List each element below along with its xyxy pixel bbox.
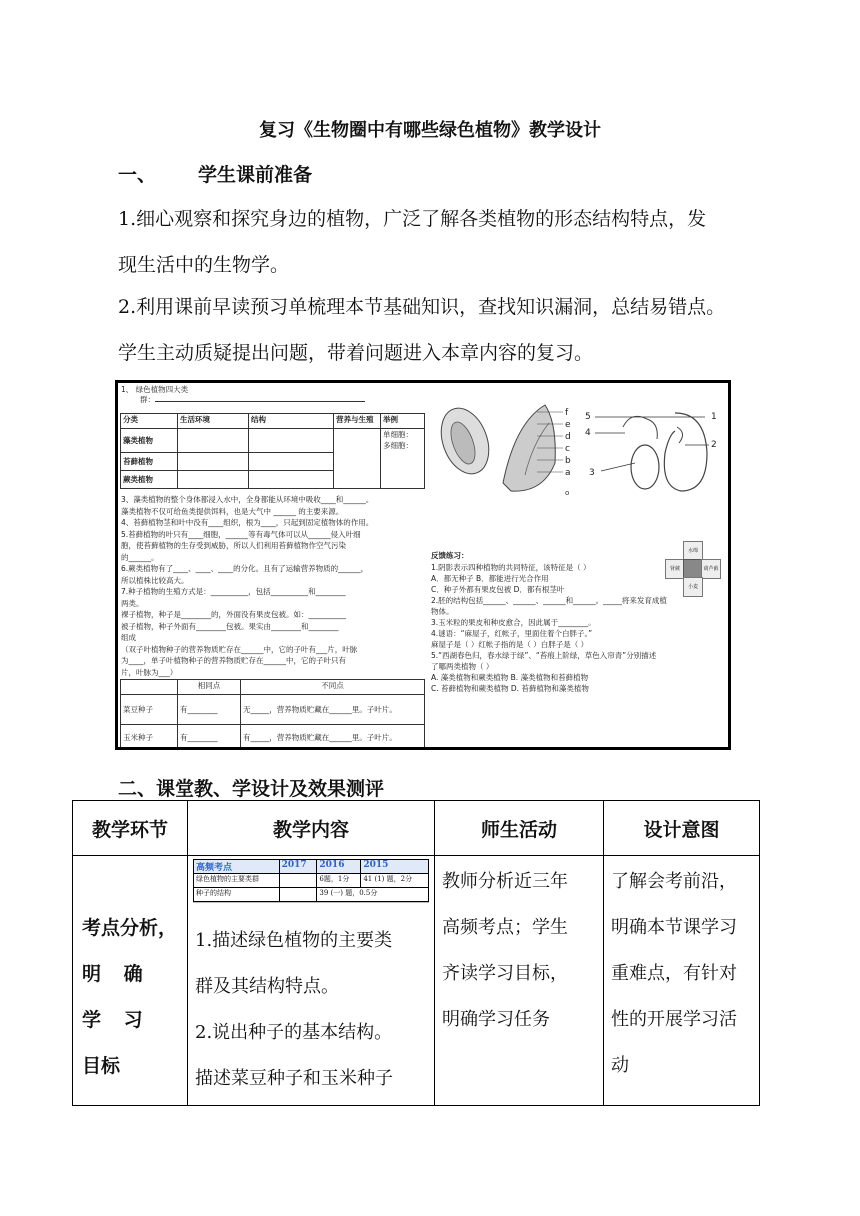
intent-line: 动 — [611, 1055, 629, 1076]
content-line: 2.说出种子的基本结构。 — [195, 1022, 393, 1043]
worksheet-line: 组成 — [121, 633, 136, 642]
table-cell: 无_____，营养物质贮藏在______里。子叶片。 — [241, 695, 425, 725]
seed-part-label: e — [565, 420, 571, 430]
worksheet-right-panel — [425, 383, 728, 747]
table-header: 相同点 — [178, 680, 241, 695]
table-header: 设计意图 — [604, 801, 760, 856]
seed-diagram — [425, 383, 728, 503]
worksheet-line: 7.种子植物的生殖方式是：__________，包括__________和________ — [121, 587, 346, 596]
seed-part-label: a — [565, 468, 571, 478]
seed-compare-table — [120, 679, 425, 750]
table-header: 分类 — [121, 414, 178, 429]
worksheet-line: 裸子植物，种子是________的，外面没有果皮包被。如：__________ — [121, 610, 346, 619]
paragraph-line: 1.细心观察和探究身边的植物，广泛了解各类植物的形态结构特点，发 — [118, 208, 707, 230]
table-cell — [178, 471, 249, 489]
review-line: 3.玉米粒的果皮和种皮愈合，因此属于________。 — [431, 618, 596, 627]
worksheet-line: 所以植株比较高大。 — [121, 575, 189, 585]
seed-part-label: b — [565, 456, 571, 466]
activity-line: 教师分析近三年 — [442, 871, 568, 892]
stage-line: 明 确 学 习 — [82, 963, 151, 1031]
table-header: 营养与生殖 — [334, 414, 381, 429]
table-cell — [334, 429, 381, 489]
intent-line: 重难点，有针对 — [611, 963, 737, 984]
worksheet-line: 胞，使苔藓植物的生存受到威胁，所以人们利用苔藓植物作空气污染 — [121, 541, 346, 550]
bean-seed-whole — [631, 445, 659, 489]
freq-cell: 种子的结构 — [194, 888, 280, 902]
review-line: A．都无种子 B．都能进行光合作用 — [431, 574, 549, 583]
worksheet-line: 藻类植物不仅可给鱼类提供饵料，也是大气中 ______ 的主要来源。 — [121, 506, 344, 516]
paragraph-line: 现生活中的生物学。 — [118, 254, 290, 276]
activity-text — [436, 857, 602, 1045]
table-cell: 菜豆种子 — [121, 695, 178, 725]
freq-header: 2016 — [317, 860, 361, 874]
section-title: 学生课前准备 — [198, 164, 313, 186]
intent-text — [605, 857, 758, 1091]
worksheet-line: 片，叶脉为___） — [121, 667, 178, 677]
worksheet-line: 为____，单子叶植物种子的营养物质贮存在______中，它的子叶只有 — [121, 656, 346, 665]
content-line: 1.描述绿色植物的主要类 — [195, 930, 393, 951]
worksheet-line: 两类。 — [121, 598, 144, 608]
activity-line: 高频考点；学生 — [442, 917, 568, 938]
bean-seed-half — [664, 413, 707, 491]
table-header: 教学内容 — [188, 801, 435, 856]
freq-cell — [279, 888, 317, 902]
stage-label — [74, 857, 186, 1089]
table-cell: 苔藓植物 — [121, 453, 178, 471]
stage-line: 考点分析， — [82, 917, 178, 939]
worksheet-line: 3、藻类植物的整个身体都浸入水中，全身都能从环境中吸收____和______。 — [121, 495, 374, 504]
freq-header: 2015 — [361, 860, 429, 874]
seed-number-label: 2 — [711, 440, 717, 450]
worksheet-line: 4、苔藓植物茎和叶中没有____组织，根为____，只起到固定植物体的作用。 — [121, 518, 374, 527]
review-line: 麻屋子是（ ）红帐子指的是（ ）白胖子是（ ） — [431, 640, 589, 649]
worksheet-question — [140, 395, 440, 405]
seed-part-label: c — [565, 444, 570, 454]
table-header — [121, 680, 178, 695]
review-line: 2.胚的结构包括______、______、______和______。_____将来发育成植 — [431, 596, 667, 605]
table-header: 不同点 — [241, 680, 425, 695]
intent-line: 性的开展学习活 — [611, 1009, 737, 1030]
content-line: 群及其结构特点。 — [195, 976, 339, 997]
document-title: 复习《生物圈中有哪些绿色植物》教学设计 — [259, 120, 601, 141]
grid-cell: 水绵 — [683, 541, 703, 561]
table-cell — [381, 429, 425, 489]
seed-part-label: f — [565, 408, 569, 418]
activity-line: 齐读学习目标， — [442, 963, 568, 984]
freq-cell — [279, 874, 317, 888]
table-cell — [178, 453, 249, 471]
paragraph-2 — [118, 284, 748, 376]
worksheet-line: 的______。 — [121, 552, 159, 562]
worksheet-text: 群： — [140, 395, 155, 404]
table-cell — [249, 429, 334, 453]
bean-seed-top — [623, 416, 657, 439]
frequency-table — [193, 859, 429, 902]
freq-cell: 41 (1) 题，2分 — [361, 874, 429, 888]
seed-number-label: 1 — [711, 412, 717, 422]
activity-line: 明确学习任务 — [442, 1009, 550, 1030]
freq-header: 高频考点 — [194, 860, 280, 874]
section-heading-1 — [118, 160, 312, 187]
grid-cell: 肾蕨 — [665, 559, 685, 579]
intent-cell — [604, 856, 760, 1106]
lesson-plan-table — [72, 800, 760, 1106]
section-number: 一、 — [118, 164, 157, 186]
review-line: 4.谜语：“麻屋子，红帐子，里面住着个白胖子。” — [431, 629, 593, 638]
seed-number-label: 3 — [589, 468, 595, 478]
review-line: 1.阴影表示四种植物的共同特征，该特征是（ ） — [431, 563, 591, 572]
worksheet-line: （双子叶植物种子的营养物质贮存在______中，它的子叶有___片，叶脉 — [121, 644, 358, 654]
worksheet-question: 1、 绿色植物四大类 — [121, 385, 189, 394]
table-cell-text: 单细胞： — [383, 430, 413, 439]
freq-cell: 6题，1分 — [317, 874, 361, 888]
worksheet-left-panel — [118, 383, 425, 747]
worksheet-figure — [115, 380, 731, 750]
freq-cell: 39 (一) 题，0.5分 — [317, 888, 429, 902]
review-line: 物体。 — [431, 607, 454, 616]
stage-line: 目标 — [82, 1055, 121, 1077]
content-cell — [188, 856, 435, 1106]
table-cell: 有_____，营养物质贮藏在______里。子叶片。 — [241, 725, 425, 751]
freq-header: 2017 — [279, 860, 317, 874]
intent-line: 了解会考前沿， — [611, 871, 737, 892]
table-cell — [178, 429, 249, 453]
review-line: 了哪两类植物（ ） — [431, 662, 494, 671]
table-cell: 有________ — [178, 725, 241, 751]
paragraph-line: 2.利用课前早读预习单梳理本节基础知识，查找知识漏洞，总结易错点。 — [118, 296, 726, 318]
worksheet-line: 5.苔藓植物的叶只有____细胞，______等有毒气体可以从______侵入叶细 — [121, 529, 361, 539]
seed-number-label: 5 — [585, 412, 591, 422]
table-cell-text: 多细胞： — [383, 441, 413, 450]
table-header: 举例 — [381, 414, 425, 429]
label-line — [601, 463, 635, 471]
table-cell: 玉米种子 — [121, 725, 178, 751]
content-text — [189, 906, 433, 1104]
freq-cell: 绿色植物的主要类群 — [194, 874, 280, 888]
review-line: C. 苔藓植物和蕨类植物 D. 苔藓植物和藻类植物 — [431, 684, 589, 693]
stage-cell — [73, 856, 188, 1106]
section-heading-2: 二、课堂教、学设计及效果测评 — [118, 778, 385, 800]
activity-cell — [435, 856, 604, 1106]
content-line: 描述菜豆种子和玉米种子 — [195, 1068, 393, 1089]
seed-part-label: d — [565, 432, 571, 442]
table-header: 结构 — [249, 414, 334, 429]
bean-embryo — [677, 427, 683, 443]
paragraph-1 — [118, 196, 748, 288]
plant-groups-table — [120, 413, 425, 489]
table-header: 生活环境 — [178, 414, 249, 429]
table-cell: 有________ — [178, 695, 241, 725]
review-title: 反馈练习： — [431, 551, 469, 560]
worksheet-line: 6.蕨类植物有了____、____、____的分化。且有了运输营养物质的______， — [121, 564, 369, 573]
table-cell — [249, 453, 334, 471]
seed-number-label: 4 — [585, 428, 591, 438]
table-header: 师生活动 — [435, 801, 604, 856]
table-cell — [249, 471, 334, 489]
table-cell: 蕨类植物 — [121, 471, 178, 489]
circle-mark: o — [565, 489, 570, 497]
review-line: 5.“西湖春色归，春水绿于绿”、“苔痕上阶绿，草色入帘青”分别描述 — [431, 651, 657, 660]
grid-cell: 小麦 — [683, 577, 703, 597]
review-line: A. 藻类植物和蕨类植物 B. 藻类植物和苔藓植物 — [431, 673, 589, 682]
table-header: 教学环节 — [73, 801, 188, 856]
paragraph-line: 学生主动质疑提出问题，带着问题进入本章内容的复习。 — [118, 342, 594, 364]
table-cell: 藻类植物 — [121, 429, 178, 453]
worksheet-line: 被子植物，种子外面有________包被。果实由________和________ — [121, 621, 339, 631]
review-line: C．种子外都有果皮包被 D．都有根茎叶 — [431, 585, 565, 594]
grid-cell: 葫芦藓 — [701, 559, 721, 579]
intent-line: 明确本节课学习 — [611, 917, 737, 938]
